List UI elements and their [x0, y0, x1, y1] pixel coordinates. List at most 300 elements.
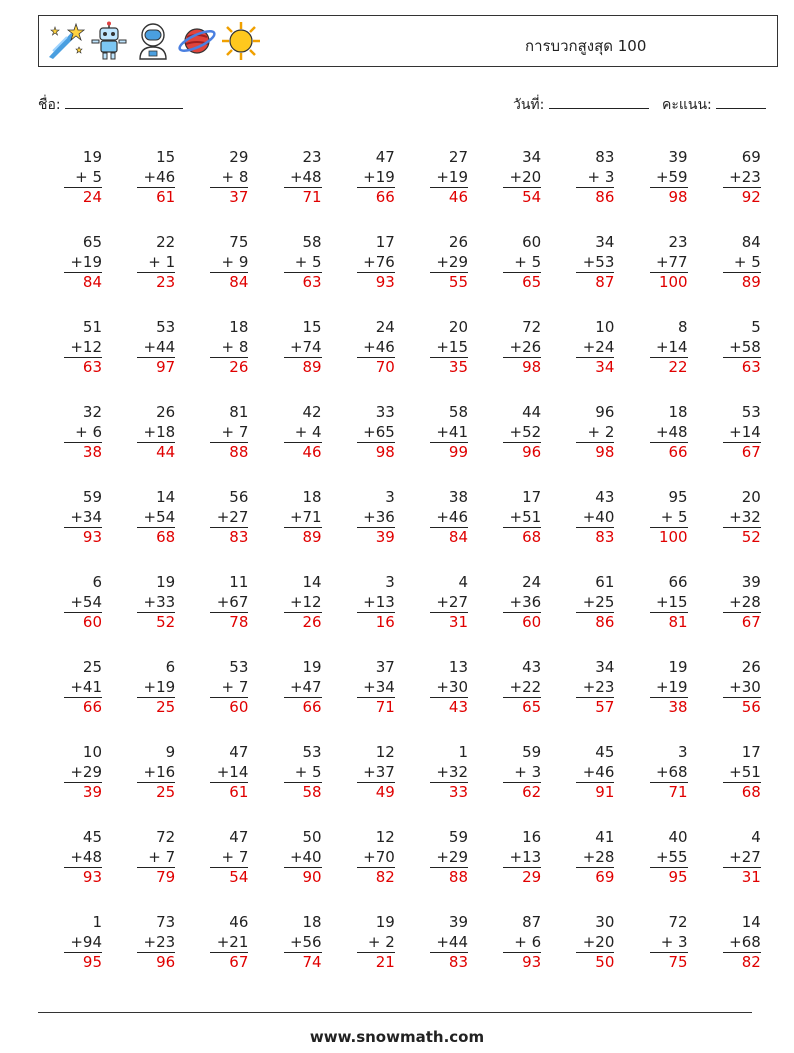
addition-problem: [115, 743, 175, 803]
addend-bottom: + 1: [148, 252, 176, 271]
answer[interactable]: 46: [284, 442, 322, 463]
header-box: [38, 15, 778, 67]
addition-problem: [628, 828, 688, 888]
addend-top: 24: [375, 318, 395, 336]
addition-problem: [188, 743, 248, 803]
addend-bottom: + 5: [294, 762, 322, 781]
addend-top: 26: [448, 233, 468, 251]
addend-top: 39: [741, 573, 761, 591]
addition-problem: [701, 318, 761, 378]
addend-top: 47: [229, 828, 249, 846]
addend-top: 43: [595, 488, 615, 506]
answer[interactable]: 66: [284, 697, 322, 718]
addend-top: 11: [229, 573, 249, 591]
addend-top: 4: [458, 573, 468, 591]
addend-bottom: +52: [509, 422, 542, 441]
answer[interactable]: 54: [503, 187, 541, 208]
addend-top: 56: [229, 488, 249, 506]
addition-problem: [335, 403, 395, 463]
answer[interactable]: 98: [576, 442, 614, 463]
answer[interactable]: 39: [64, 782, 102, 803]
addend-bottom: +27: [436, 592, 468, 611]
addend-top: 46: [229, 913, 249, 931]
addition-problem: [115, 913, 175, 973]
addend-bottom: +36: [509, 592, 542, 611]
addend-bottom: +19: [363, 167, 395, 186]
footer-divider: [38, 1012, 752, 1013]
answer[interactable]: 71: [650, 782, 688, 803]
addend-bottom: +40: [582, 507, 615, 526]
addend-bottom: +74: [289, 337, 322, 356]
addend-bottom: + 5: [660, 507, 688, 526]
addition-problem: [188, 148, 248, 208]
answer[interactable]: 89: [284, 527, 322, 548]
answer[interactable]: 71: [284, 187, 322, 208]
answer[interactable]: 69: [576, 867, 614, 888]
answer[interactable]: 70: [357, 357, 395, 378]
addend-bottom: +37: [363, 762, 395, 781]
date-blank[interactable]: [549, 94, 649, 109]
addition-problem: [188, 573, 248, 633]
answer[interactable]: 56: [723, 697, 761, 718]
addend-top: 12: [375, 828, 395, 846]
addend-bottom: +71: [289, 507, 322, 526]
addend-bottom: +46: [143, 167, 176, 186]
addend-bottom: + 6: [75, 422, 102, 441]
addend-bottom: +54: [70, 592, 102, 611]
answer[interactable]: 84: [64, 272, 102, 293]
addition-problem: [628, 743, 688, 803]
addition-problem: [554, 658, 614, 718]
answer[interactable]: 46: [430, 187, 468, 208]
addend-bottom: +34: [363, 677, 395, 696]
addend-bottom: +32: [729, 507, 761, 526]
answer[interactable]: 93: [357, 272, 395, 293]
addition-problem: [42, 573, 102, 633]
answer[interactable]: 96: [137, 952, 175, 973]
answer[interactable]: 84: [210, 272, 248, 293]
addition-problem: [554, 488, 614, 548]
addition-problem: [335, 658, 395, 718]
answer[interactable]: 63: [64, 357, 102, 378]
addend-bottom: +26: [509, 337, 542, 356]
answer[interactable]: 87: [576, 272, 614, 293]
addend-bottom: +48: [70, 847, 102, 866]
addend-top: 8: [678, 318, 688, 336]
addend-top: 87: [522, 913, 542, 931]
answer[interactable]: 86: [576, 187, 614, 208]
addition-problem: [628, 488, 688, 548]
addend-bottom: +13: [509, 847, 542, 866]
score-field: [662, 94, 766, 116]
answer[interactable]: 44: [137, 442, 175, 463]
addend-bottom: + 7: [148, 847, 176, 866]
worksheet-title: การบวกสูงสุด 100: [525, 37, 647, 55]
answer[interactable]: 100: [650, 272, 688, 293]
addend-bottom: + 2: [367, 932, 395, 951]
answer[interactable]: 79: [137, 867, 175, 888]
addend-top: 60: [522, 233, 542, 251]
addend-bottom: +54: [143, 507, 176, 526]
answer[interactable]: 58: [284, 782, 322, 803]
addend-top: 38: [448, 488, 468, 506]
addend-top: 75: [229, 233, 249, 251]
addend-top: 37: [375, 658, 395, 676]
answer[interactable]: 63: [723, 357, 761, 378]
answer[interactable]: 67: [723, 612, 761, 633]
addend-top: 20: [741, 488, 761, 506]
answer[interactable]: 93: [503, 952, 541, 973]
answer[interactable]: 22: [650, 357, 688, 378]
answer[interactable]: 78: [210, 612, 248, 633]
answer[interactable]: 95: [64, 952, 102, 973]
addition-problem: [701, 403, 761, 463]
answer[interactable]: 39: [357, 527, 395, 548]
answer[interactable]: 37: [210, 187, 248, 208]
addend-bottom: +23: [143, 932, 176, 951]
addend-bottom: +53: [582, 252, 615, 271]
addend-bottom: +36: [363, 507, 395, 526]
addend-bottom: + 8: [221, 167, 249, 186]
answer[interactable]: 34: [576, 357, 614, 378]
answer[interactable]: 98: [650, 187, 688, 208]
addend-top: 19: [156, 573, 176, 591]
addition-problem: [408, 913, 468, 973]
addition-problem: [188, 233, 248, 293]
answer[interactable]: 96: [503, 442, 541, 463]
answer[interactable]: 62: [503, 782, 541, 803]
addend-bottom: +14: [729, 422, 761, 441]
answer[interactable]: 82: [357, 867, 395, 888]
addend-bottom: +19: [143, 677, 176, 696]
addend-top: 27: [448, 148, 468, 166]
addend-bottom: +18: [143, 422, 176, 441]
answer[interactable]: 83: [430, 952, 468, 973]
answer[interactable]: 100: [650, 527, 688, 548]
score-blank[interactable]: [716, 94, 766, 109]
addition-problem: [262, 403, 322, 463]
answer[interactable]: 84: [430, 527, 468, 548]
sun-icon: [221, 21, 261, 61]
addend-top: 50: [302, 828, 322, 846]
addend-bottom: +70: [363, 847, 395, 866]
answer[interactable]: 61: [210, 782, 248, 803]
answer[interactable]: 29: [503, 867, 541, 888]
name-field: [38, 94, 183, 116]
addend-top: 34: [595, 233, 615, 251]
addend-top: 26: [741, 658, 761, 676]
answer[interactable]: 23: [137, 272, 175, 293]
answer[interactable]: 88: [210, 442, 248, 463]
answer[interactable]: 52: [723, 527, 761, 548]
answer[interactable]: 86: [576, 612, 614, 633]
addend-bottom: +12: [70, 337, 102, 356]
addend-top: 39: [668, 148, 688, 166]
addition-problem: [408, 828, 468, 888]
answer[interactable]: 38: [650, 697, 688, 718]
addition-problem: [554, 913, 614, 973]
answer[interactable]: 66: [64, 697, 102, 718]
addend-top: 81: [229, 403, 249, 421]
addition-problem: [115, 148, 175, 208]
addition-problem: [628, 148, 688, 208]
addition-problem: [262, 658, 322, 718]
answer[interactable]: 92: [723, 187, 761, 208]
addend-top: 59: [448, 828, 468, 846]
answer[interactable]: 43: [430, 697, 468, 718]
answer[interactable]: 63: [284, 272, 322, 293]
addend-top: 32: [82, 403, 102, 421]
addition-problem: [481, 233, 541, 293]
addition-problem: [408, 658, 468, 718]
answer[interactable]: 71: [357, 697, 395, 718]
addend-top: 18: [229, 318, 249, 336]
answer[interactable]: 82: [723, 952, 761, 973]
date-label: วันที่:: [513, 97, 545, 113]
addend-bottom: + 7: [221, 847, 249, 866]
addition-problem: [701, 658, 761, 718]
answer[interactable]: 50: [576, 952, 614, 973]
answer[interactable]: 68: [723, 782, 761, 803]
answer[interactable]: 35: [430, 357, 468, 378]
addend-bottom: + 4: [294, 422, 322, 441]
answer[interactable]: 55: [430, 272, 468, 293]
addition-problem: [554, 148, 614, 208]
addend-top: 10: [595, 318, 615, 336]
answer[interactable]: 31: [723, 867, 761, 888]
answer[interactable]: 26: [284, 612, 322, 633]
addend-top: 23: [302, 148, 322, 166]
addition-problem: [335, 488, 395, 548]
answer[interactable]: 81: [650, 612, 688, 633]
addend-top: 41: [595, 828, 615, 846]
addend-bottom: +47: [289, 677, 322, 696]
answer[interactable]: 98: [503, 357, 541, 378]
addition-problem: [42, 828, 102, 888]
addition-problem: [408, 488, 468, 548]
answer[interactable]: 60: [503, 612, 541, 633]
addend-bottom: +44: [143, 337, 176, 356]
addend-top: 73: [156, 913, 176, 931]
addend-top: 19: [668, 658, 688, 676]
answer[interactable]: 31: [430, 612, 468, 633]
answer[interactable]: 83: [210, 527, 248, 548]
addend-bottom: +29: [70, 762, 102, 781]
answer[interactable]: 66: [650, 442, 688, 463]
addend-bottom: +12: [289, 592, 322, 611]
addition-problem: [335, 318, 395, 378]
addition-problem: [335, 828, 395, 888]
addend-bottom: +28: [582, 847, 615, 866]
addition-problem: [628, 913, 688, 973]
addend-bottom: + 5: [514, 252, 542, 271]
addition-problem: [335, 233, 395, 293]
addition-problem: [701, 828, 761, 888]
addend-bottom: + 5: [75, 167, 102, 186]
addition-problem: [628, 573, 688, 633]
answer[interactable]: 25: [137, 782, 175, 803]
answer[interactable]: 83: [576, 527, 614, 548]
addition-problem: [554, 573, 614, 633]
addend-top: 18: [302, 488, 322, 506]
addition-problem: [42, 148, 102, 208]
addend-bottom: +68: [655, 762, 688, 781]
answer[interactable]: 89: [723, 272, 761, 293]
addend-bottom: +55: [655, 847, 688, 866]
addend-top: 14: [741, 913, 761, 931]
addition-problem: [701, 233, 761, 293]
addition-problem: [115, 658, 175, 718]
addition-problem: [408, 573, 468, 633]
answer[interactable]: 93: [64, 867, 102, 888]
addend-top: 1: [458, 743, 468, 761]
answer[interactable]: 95: [650, 867, 688, 888]
addend-bottom: +33: [143, 592, 176, 611]
addend-bottom: + 5: [294, 252, 322, 271]
addend-bottom: +59: [655, 167, 688, 186]
header-icons: [45, 21, 261, 61]
addition-problem: [408, 743, 468, 803]
addend-bottom: +77: [655, 252, 688, 271]
answer[interactable]: 57: [576, 697, 614, 718]
answer[interactable]: 91: [576, 782, 614, 803]
addition-problem: [42, 233, 102, 293]
addend-top: 20: [448, 318, 468, 336]
answer[interactable]: 97: [137, 357, 175, 378]
addend-top: 19: [82, 148, 102, 166]
answer[interactable]: 16: [357, 612, 395, 633]
answer[interactable]: 61: [137, 187, 175, 208]
addend-top: 53: [741, 403, 761, 421]
addend-bottom: +76: [363, 252, 395, 271]
addition-problem: [628, 403, 688, 463]
addition-problem: [42, 318, 102, 378]
addend-bottom: + 3: [514, 762, 542, 781]
addition-problem: [408, 318, 468, 378]
addition-problem: [42, 743, 102, 803]
addend-top: 58: [448, 403, 468, 421]
addition-problem: [115, 403, 175, 463]
answer[interactable]: 93: [64, 527, 102, 548]
addition-problem: [262, 573, 322, 633]
addition-problem: [188, 488, 248, 548]
addition-problem: [481, 148, 541, 208]
addend-top: 16: [522, 828, 542, 846]
astronaut-icon: [133, 21, 173, 61]
addend-top: 53: [302, 743, 322, 761]
addition-problem: [262, 488, 322, 548]
addition-problem: [262, 828, 322, 888]
addend-bottom: +41: [70, 677, 102, 696]
addend-bottom: +46: [436, 507, 468, 526]
addend-top: 14: [156, 488, 176, 506]
addition-problem: [115, 318, 175, 378]
addition-problem: [481, 743, 541, 803]
addition-problem: [481, 488, 541, 548]
addend-top: 6: [92, 573, 102, 591]
answer[interactable]: 65: [503, 697, 541, 718]
robot-icon: [89, 21, 129, 61]
addition-problem: [554, 318, 614, 378]
answer[interactable]: 75: [650, 952, 688, 973]
footer-site: www.snowmath.com: [309, 1028, 485, 1046]
answer[interactable]: 60: [210, 697, 248, 718]
addend-top: 51: [82, 318, 102, 336]
addend-top: 72: [522, 318, 542, 336]
addend-bottom: +23: [729, 167, 761, 186]
answer[interactable]: 68: [137, 527, 175, 548]
addition-problem: [188, 913, 248, 973]
addend-top: 22: [156, 233, 176, 251]
addition-problem: [628, 658, 688, 718]
addition-problem: [481, 318, 541, 378]
addend-top: 15: [302, 318, 322, 336]
answer[interactable]: 33: [430, 782, 468, 803]
addend-bottom: +41: [436, 422, 468, 441]
addend-top: 26: [156, 403, 176, 421]
answer[interactable]: 99: [430, 442, 468, 463]
addition-problem: [262, 318, 322, 378]
addend-top: 53: [229, 658, 249, 676]
answer[interactable]: 52: [137, 612, 175, 633]
addition-problem: [701, 743, 761, 803]
answer[interactable]: 38: [64, 442, 102, 463]
answer[interactable]: 67: [723, 442, 761, 463]
addend-top: 44: [522, 403, 542, 421]
addend-bottom: + 3: [660, 932, 688, 951]
answer[interactable]: 54: [210, 867, 248, 888]
addend-top: 45: [82, 828, 102, 846]
addend-top: 83: [595, 148, 615, 166]
answer[interactable]: 65: [503, 272, 541, 293]
addend-top: 13: [448, 658, 468, 676]
addend-top: 95: [668, 488, 688, 506]
answer[interactable]: 66: [357, 187, 395, 208]
addend-bottom: +28: [729, 592, 761, 611]
addition-problem: [335, 573, 395, 633]
addend-bottom: +20: [509, 167, 542, 186]
answer[interactable]: 60: [64, 612, 102, 633]
addend-top: 96: [595, 403, 615, 421]
addend-top: 61: [595, 573, 615, 591]
answer[interactable]: 25: [137, 697, 175, 718]
answer[interactable]: 89: [284, 357, 322, 378]
addend-top: 42: [302, 403, 322, 421]
addend-bottom: + 8: [221, 337, 249, 356]
answer[interactable]: 88: [430, 867, 468, 888]
addend-top: 59: [522, 743, 542, 761]
answer[interactable]: 90: [284, 867, 322, 888]
answer[interactable]: 74: [284, 952, 322, 973]
answer[interactable]: 21: [357, 952, 395, 973]
addend-bottom: +22: [509, 677, 542, 696]
answer[interactable]: 49: [357, 782, 395, 803]
addend-top: 72: [668, 913, 688, 931]
addition-problem: [481, 573, 541, 633]
addend-top: 17: [522, 488, 542, 506]
addition-problem: [335, 148, 395, 208]
answer[interactable]: 67: [210, 952, 248, 973]
addition-problem: [262, 743, 322, 803]
name-blank[interactable]: [65, 94, 183, 109]
answer[interactable]: 26: [210, 357, 248, 378]
answer[interactable]: 24: [64, 187, 102, 208]
answer[interactable]: 98: [357, 442, 395, 463]
answer[interactable]: 68: [503, 527, 541, 548]
addition-problem: [481, 658, 541, 718]
addend-bottom: +32: [436, 762, 468, 781]
addition-problem: [42, 403, 102, 463]
